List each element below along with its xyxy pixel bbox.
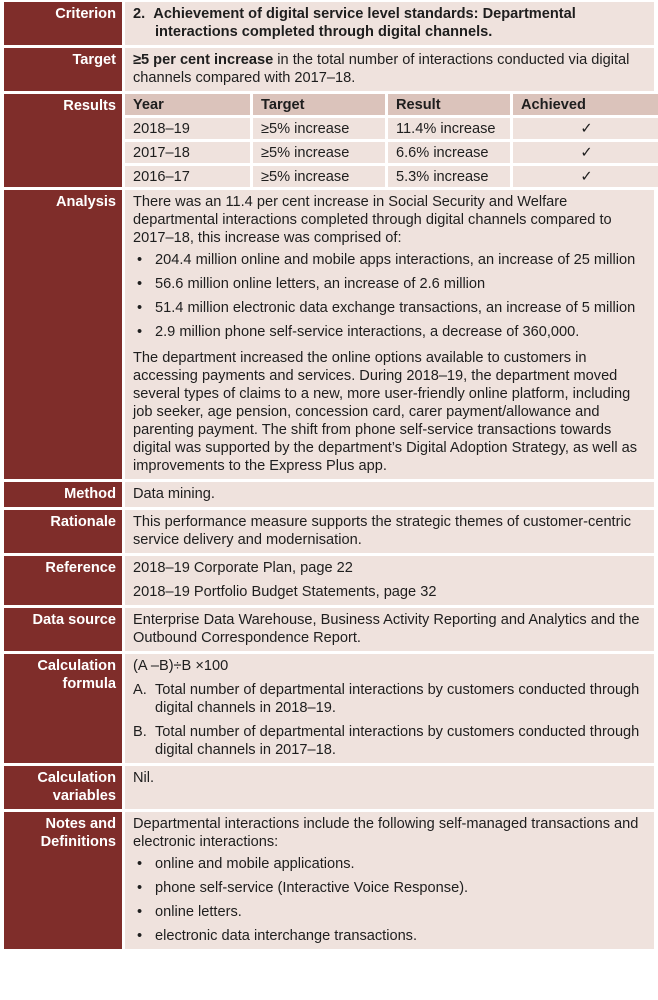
list-item — [133, 723, 650, 759]
method-value: Data mining. — [125, 482, 654, 507]
calculation-variables-label — [4, 766, 122, 809]
list-item: • 56.6 million online letters, an increase of 2.6 million — [133, 275, 650, 293]
criterion-label: Criterion — [4, 2, 122, 45]
list-mark: B. — [133, 724, 147, 740]
results-header-achieved: Achieved — [510, 94, 658, 115]
list-item: • online and mobile applications. — [133, 855, 650, 873]
method-label: Method — [4, 482, 122, 507]
target-value — [125, 48, 654, 91]
data-source-row — [4, 608, 654, 651]
label-line: Calculation — [37, 658, 116, 674]
list-item: • phone self-service (Interactive Voice Response). — [133, 879, 650, 897]
rationale-label: Rationale — [4, 510, 122, 553]
list-item: • online letters. — [133, 903, 650, 921]
list-item: • electronic data interchange transactions. — [133, 927, 650, 945]
analysis-intro: There was an 11.4 per cent increase in Social Security and Welfare departmental interactions completed through digital channels compared to 2017–18, this increase was comprised of: — [133, 194, 612, 246]
criterion-row — [4, 2, 654, 45]
label-line: formula — [62, 676, 116, 692]
target-bold: ≥5 per cent increase — [133, 52, 274, 68]
formula-text: (A –B)÷B ×100 — [133, 658, 229, 674]
results-header-year: Year — [125, 94, 250, 115]
notes-label — [4, 812, 122, 949]
results-result: 5.3% increase — [385, 163, 510, 187]
target-rest: in the total number of interactions conducted via digital channels compared with 2017–18. — [133, 52, 630, 86]
check-icon: ✓ — [510, 163, 658, 187]
target-label: Target — [4, 48, 122, 91]
list-item: • 2.9 million phone self-service interactions, a decrease of 360,000. — [133, 323, 650, 341]
label-line: Calculation — [37, 770, 116, 786]
list-text: Total number of departmental interactions by customers conducted through digital channels in 2017–18. — [155, 724, 640, 758]
results-target: ≥5% increase — [250, 139, 385, 163]
reference-line: 2018–19 Corporate Plan, page 22 — [133, 560, 353, 576]
results-result: 11.4% increase — [385, 115, 510, 139]
calculation-formula-value — [125, 654, 654, 763]
reference-value — [125, 556, 654, 605]
criterion-value — [125, 2, 654, 45]
analysis-value — [125, 190, 654, 479]
reference-row — [4, 556, 654, 605]
list-item: • 204.4 million online and mobile apps interactions, an increase of 25 million — [133, 251, 650, 269]
results-header-target: Target — [250, 94, 385, 115]
results-year: 2018–19 — [125, 115, 250, 139]
notes-value — [125, 812, 654, 949]
list-text: Total number of departmental interactions by customers conducted through digital channels in 2018–19. — [155, 682, 640, 716]
calculation-formula-label — [4, 654, 122, 763]
target-row — [4, 48, 654, 91]
results-target: ≥5% increase — [250, 163, 385, 187]
results-table — [125, 94, 658, 187]
results-header-row — [125, 94, 658, 115]
performance-criterion-table — [4, 2, 654, 952]
rationale-row — [4, 510, 654, 553]
notes-intro: Departmental interactions include the following self-managed transactions and electronic interactions: — [133, 816, 639, 850]
label-line: variables — [52, 788, 116, 804]
calculation-variables-row — [4, 766, 654, 809]
results-header-result: Result — [385, 94, 510, 115]
criterion-text: 2. Achievement of digital service level standards: Departmental interactions completed through digital channels. — [133, 6, 576, 40]
label-line: Notes and — [45, 816, 116, 832]
data-source-value: Enterprise Data Warehouse, Business Activity Reporting and Analytics and the Outbound Correspondence Report. — [125, 608, 654, 651]
analysis-bullets — [133, 251, 650, 341]
calculation-formula-row — [4, 654, 654, 763]
data-source-label: Data source — [4, 608, 122, 651]
analysis-label: Analysis — [4, 190, 122, 479]
results-result: 6.6% increase — [385, 139, 510, 163]
reference-label: Reference — [4, 556, 122, 605]
calculation-variables-value: Nil. — [125, 766, 654, 809]
results-year: 2017–18 — [125, 139, 250, 163]
table-row — [125, 115, 658, 139]
notes-bullets — [133, 855, 650, 945]
results-value — [125, 94, 654, 187]
results-label: Results — [4, 94, 122, 187]
reference-line: 2018–19 Portfolio Budget Statements, page 32 — [133, 584, 437, 600]
formula-variables-list — [133, 681, 650, 759]
label-line: Definitions — [40, 834, 116, 850]
analysis-row — [4, 190, 654, 479]
check-icon: ✓ — [510, 139, 658, 163]
list-item — [133, 681, 650, 717]
list-mark: A. — [133, 682, 147, 698]
notes-row — [4, 812, 654, 949]
results-year: 2016–17 — [125, 163, 250, 187]
results-row — [4, 94, 654, 187]
table-row — [125, 163, 658, 187]
table-row — [125, 139, 658, 163]
rationale-value: This performance measure supports the strategic themes of customer-centric service delivery and modernisation. — [125, 510, 654, 553]
check-icon: ✓ — [510, 115, 658, 139]
list-item: • 51.4 million electronic data exchange transactions, an increase of 5 million — [133, 299, 650, 317]
results-target: ≥5% increase — [250, 115, 385, 139]
method-row — [4, 482, 654, 507]
analysis-paragraph: The department increased the online options available to customers in accessing payments and services. During 2018–19, the department moved several types of claims to a new, more user-friendly online platform, including job seeker, age pension, concession card, carer payment/allowance and parenting payment. The shift from phone self-service transactions towards digital was supported by the department’s Digital Adoption Strategy, as well as improvements to the Express Plus app. — [133, 350, 638, 474]
